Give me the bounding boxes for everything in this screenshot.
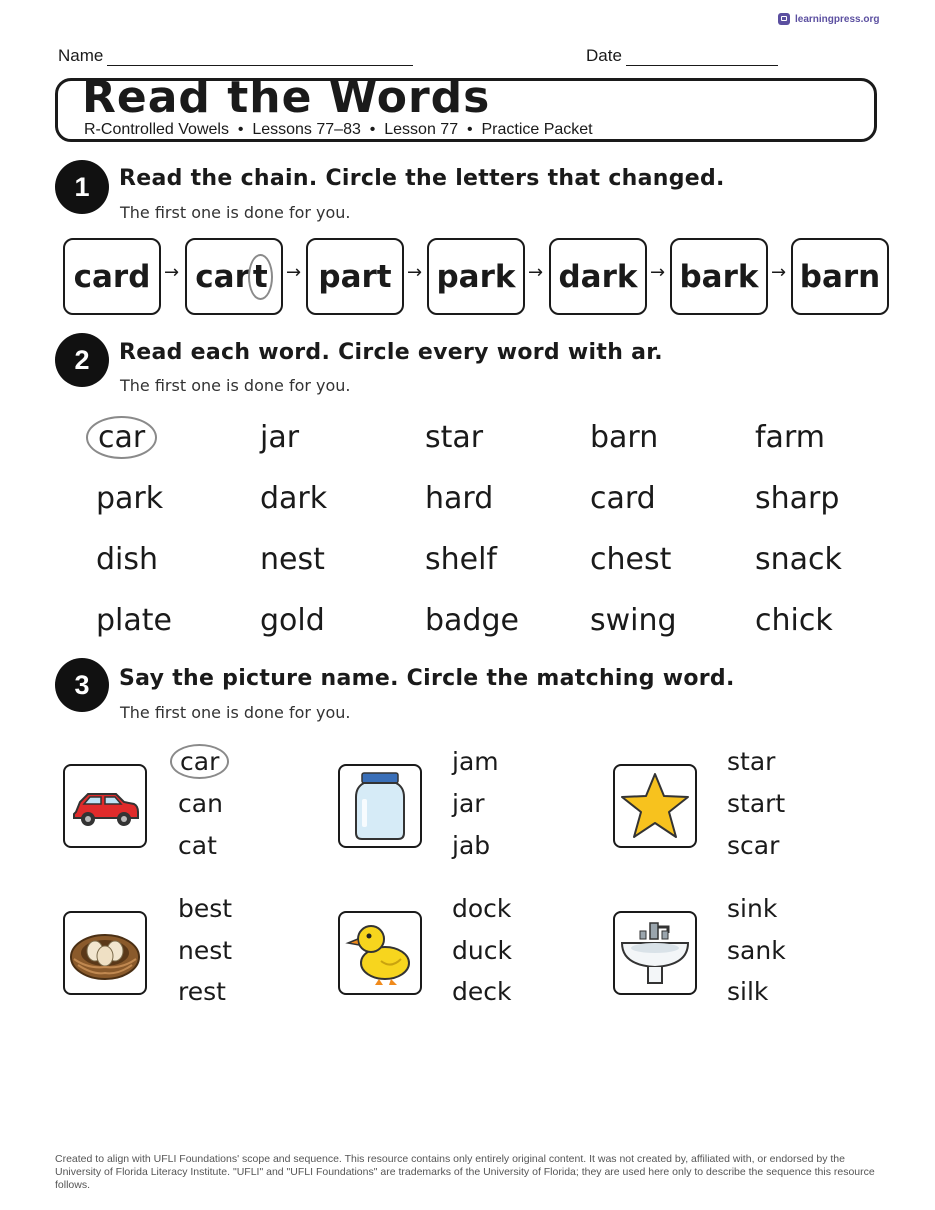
section-1-note: The first one is done for you. xyxy=(120,203,351,222)
chain-word-3[interactable]: part xyxy=(306,238,404,315)
grid-word[interactable]: dark xyxy=(260,481,328,516)
jar-icon xyxy=(350,769,410,843)
section-1-number: 1 xyxy=(55,160,109,214)
name-field[interactable] xyxy=(58,46,413,66)
picture-star xyxy=(613,764,697,848)
picture-word[interactable]: scar xyxy=(727,831,780,860)
chain-word-1[interactable]: card xyxy=(63,238,161,315)
grid-word[interactable]: gold xyxy=(260,603,325,638)
name-label: Name xyxy=(58,46,104,65)
section-3-note: The first one is done for you. xyxy=(120,703,351,722)
chain-word-4[interactable]: park xyxy=(427,238,525,315)
chain-arrow: → xyxy=(164,262,180,283)
grid-word[interactable]: chest xyxy=(590,542,672,577)
brand-link[interactable] xyxy=(778,13,879,25)
page-subtitle: R-Controlled Vowels • Lessons 77–83 • Lesson 77 • Practice Packet xyxy=(84,121,593,138)
car-icon xyxy=(68,780,142,832)
chain-arrow: → xyxy=(407,262,423,283)
section-2-number: 2 xyxy=(55,333,109,387)
grid-word[interactable] xyxy=(96,420,157,455)
section-2-instruction: Read each word. Circle every word with ar. xyxy=(119,340,663,365)
grid-word[interactable]: barn xyxy=(590,420,659,455)
picture-word[interactable]: sink xyxy=(727,894,778,923)
section-2-note: The first one is done for you. xyxy=(120,376,351,395)
picture-duck xyxy=(338,911,422,995)
picture-jar xyxy=(338,764,422,848)
grid-word[interactable]: star xyxy=(425,420,484,455)
section-3-instruction: Say the picture name. Circle the matching word. xyxy=(119,666,735,691)
picture-word[interactable]: star xyxy=(727,747,776,776)
chain-word-6[interactable]: bark xyxy=(670,238,768,315)
footer-disclaimer: Created to align with UFLI Foundations' scope and sequence. This resource contains only entirely original content. It was not created by, affiliated with, or endorsed by the University of Florida Literacy Institute. "UFLI" and "UFLI Foundations" are trademarks of the University of Florida; they are used here only to describe the sequence this resource follows. xyxy=(55,1153,875,1191)
picture-word[interactable]: jar xyxy=(452,789,485,818)
date-label: Date xyxy=(586,46,622,65)
chain-word-prefix: car xyxy=(195,258,250,295)
picture-word[interactable]: best xyxy=(178,894,233,923)
nest-icon xyxy=(68,923,142,983)
picture-word[interactable]: deck xyxy=(452,977,512,1006)
circled-word: car xyxy=(86,416,157,459)
grid-word[interactable]: shelf xyxy=(425,542,497,577)
grid-word[interactable]: plate xyxy=(96,603,172,638)
sink-icon xyxy=(618,917,692,989)
section-1-instruction: Read the chain. Circle the letters that changed. xyxy=(119,166,725,191)
chain-arrow: → xyxy=(528,262,544,283)
date-line xyxy=(626,49,778,66)
name-line xyxy=(107,49,413,66)
chain-word-7[interactable]: barn xyxy=(791,238,889,315)
picture-nest xyxy=(63,911,147,995)
picture-word[interactable]: rest xyxy=(178,977,226,1006)
picture-word[interactable]: sank xyxy=(727,936,786,965)
grid-word[interactable]: dish xyxy=(96,542,159,577)
chain-arrow: → xyxy=(286,262,302,283)
picture-word[interactable]: jam xyxy=(452,747,499,776)
grid-word[interactable]: swing xyxy=(590,603,677,638)
duck-icon xyxy=(345,917,415,989)
picture-car xyxy=(63,764,147,848)
brand-name: learningpress.org xyxy=(795,13,880,25)
picture-word[interactable] xyxy=(178,747,229,776)
section-3-number: 3 xyxy=(55,658,109,712)
date-field[interactable] xyxy=(586,46,778,66)
grid-word[interactable]: farm xyxy=(755,420,825,455)
star-icon xyxy=(619,771,691,841)
grid-word[interactable]: hard xyxy=(425,481,494,516)
brand-icon xyxy=(778,13,790,25)
picture-word[interactable]: silk xyxy=(727,977,769,1006)
chain-word-2[interactable] xyxy=(185,238,283,315)
grid-word[interactable]: card xyxy=(590,481,656,516)
circled-word: car xyxy=(170,744,229,779)
grid-word[interactable]: sharp xyxy=(755,481,840,516)
picture-word[interactable]: jab xyxy=(452,831,491,860)
picture-word[interactable]: dock xyxy=(452,894,512,923)
chain-arrow: → xyxy=(650,262,666,283)
grid-word[interactable]: snack xyxy=(755,542,842,577)
grid-word[interactable]: jar xyxy=(260,420,300,455)
grid-word[interactable]: park xyxy=(96,481,164,516)
picture-word[interactable]: nest xyxy=(178,936,233,965)
picture-word[interactable]: start xyxy=(727,789,786,818)
grid-word[interactable]: chick xyxy=(755,603,833,638)
page-title: Read the Words xyxy=(82,72,491,123)
chain-word-5[interactable]: dark xyxy=(549,238,647,315)
grid-word[interactable]: nest xyxy=(260,542,325,577)
grid-word[interactable]: badge xyxy=(425,603,519,638)
picture-word[interactable]: can xyxy=(178,789,223,818)
chain-arrow: → xyxy=(771,262,787,283)
picture-sink xyxy=(613,911,697,995)
circled-letter: t xyxy=(248,254,273,300)
picture-word[interactable]: duck xyxy=(452,936,512,965)
picture-word[interactable]: cat xyxy=(178,831,217,860)
